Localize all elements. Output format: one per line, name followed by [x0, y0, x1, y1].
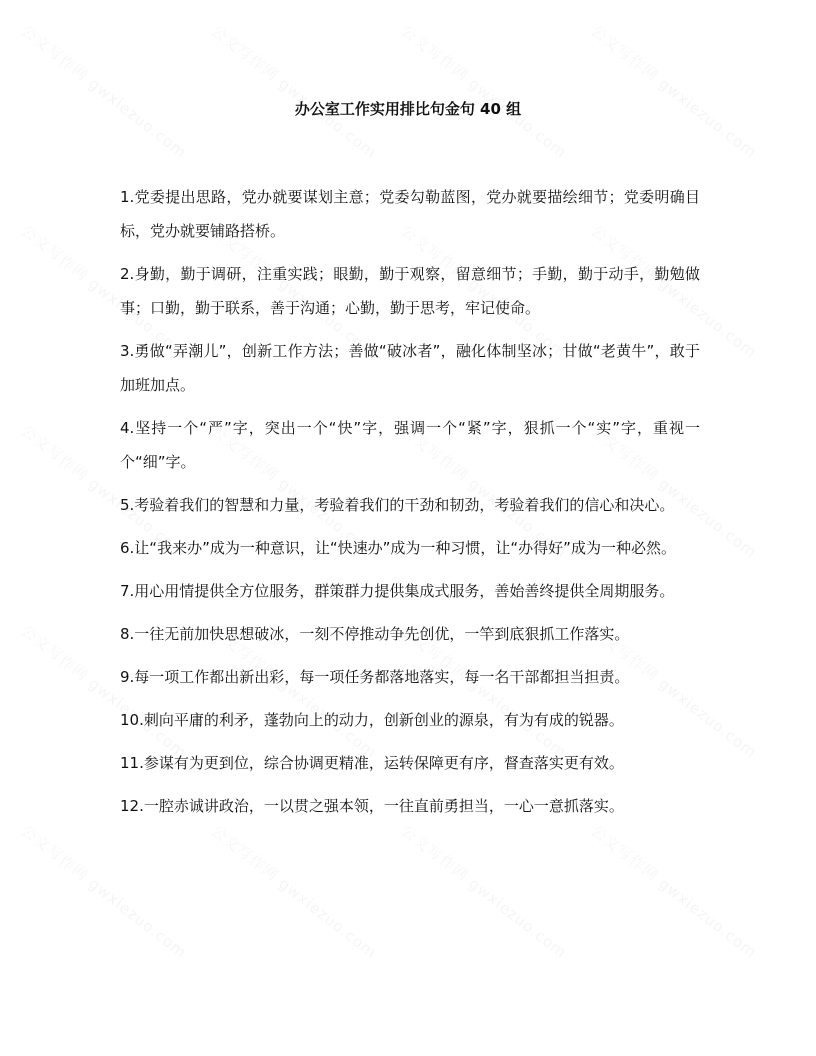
paragraph: 11.参谋有为更到位，综合协调更精准，运转保障更有序，督查落实更有效。 — [120, 754, 624, 772]
watermark — [17, 20, 191, 163]
watermark — [207, 20, 381, 163]
paragraph: 4.坚持一个“严”字，突出一个“快”字，强调一个“紧”字，狠抓一个“实”字，重视一个“细”字。 — [120, 419, 700, 471]
watermark — [17, 820, 191, 963]
paragraph: 1.党委提出思路，党办就要谋划主意；党委勾勒蓝图，党办就要描绘细节；党委明确目标，党办就要铺路搭桥。 — [120, 188, 700, 240]
watermark — [587, 820, 761, 963]
watermark — [397, 820, 571, 963]
paragraph: 8.一往无前加快思想破冰，一刻不停推动争先创优，一竿到底狠抓工作落实。 — [120, 625, 630, 643]
watermark — [207, 820, 381, 963]
paragraph: 6.让“我来办”成为一种意识，让“快速办”成为一种习惯，让“办得好”成为一种必然。 — [120, 539, 676, 557]
paragraph: 5.考验着我们的智慧和力量，考验着我们的干劲和韧劲，考验着我们的信心和决心。 — [120, 496, 675, 514]
paragraph: 2.身勤，勤于调研，注重实践；眼勤，勤于观察，留意细节；手勤，勤于动手，勤勉做事；口勤，勤于联系，善于沟通；心勤，勤于思考，牢记使命。 — [120, 265, 700, 317]
paragraph: 9.每一项工作都出新出彩，每一项任务都落地落实，每一名干部都担当担责。 — [120, 668, 630, 686]
paragraph: 3.勇做“弄潮儿”，创新工作方法；善做“破冰者”，融化体制坚冰；甘做“老黄牛”，敢于加班加点。 — [120, 342, 700, 394]
paragraph: 7.用心用情提供全方位服务，群策群力提供集成式服务，善始善终提供全周期服务。 — [120, 582, 675, 600]
paragraph: 10.刺向平庸的利矛，蓬勃向上的动力，创新创业的源泉，有为有成的锐器。 — [120, 711, 624, 729]
document-title: 办公室工作实用排比句金句 40 组 — [294, 100, 522, 118]
watermark — [587, 20, 761, 163]
document-body — [120, 180, 700, 832]
paragraph: 12.一腔赤诚讲政治，一以贯之强本领，一往直前勇担当，一心一意抓落实。 — [120, 797, 624, 815]
watermark — [397, 20, 571, 163]
